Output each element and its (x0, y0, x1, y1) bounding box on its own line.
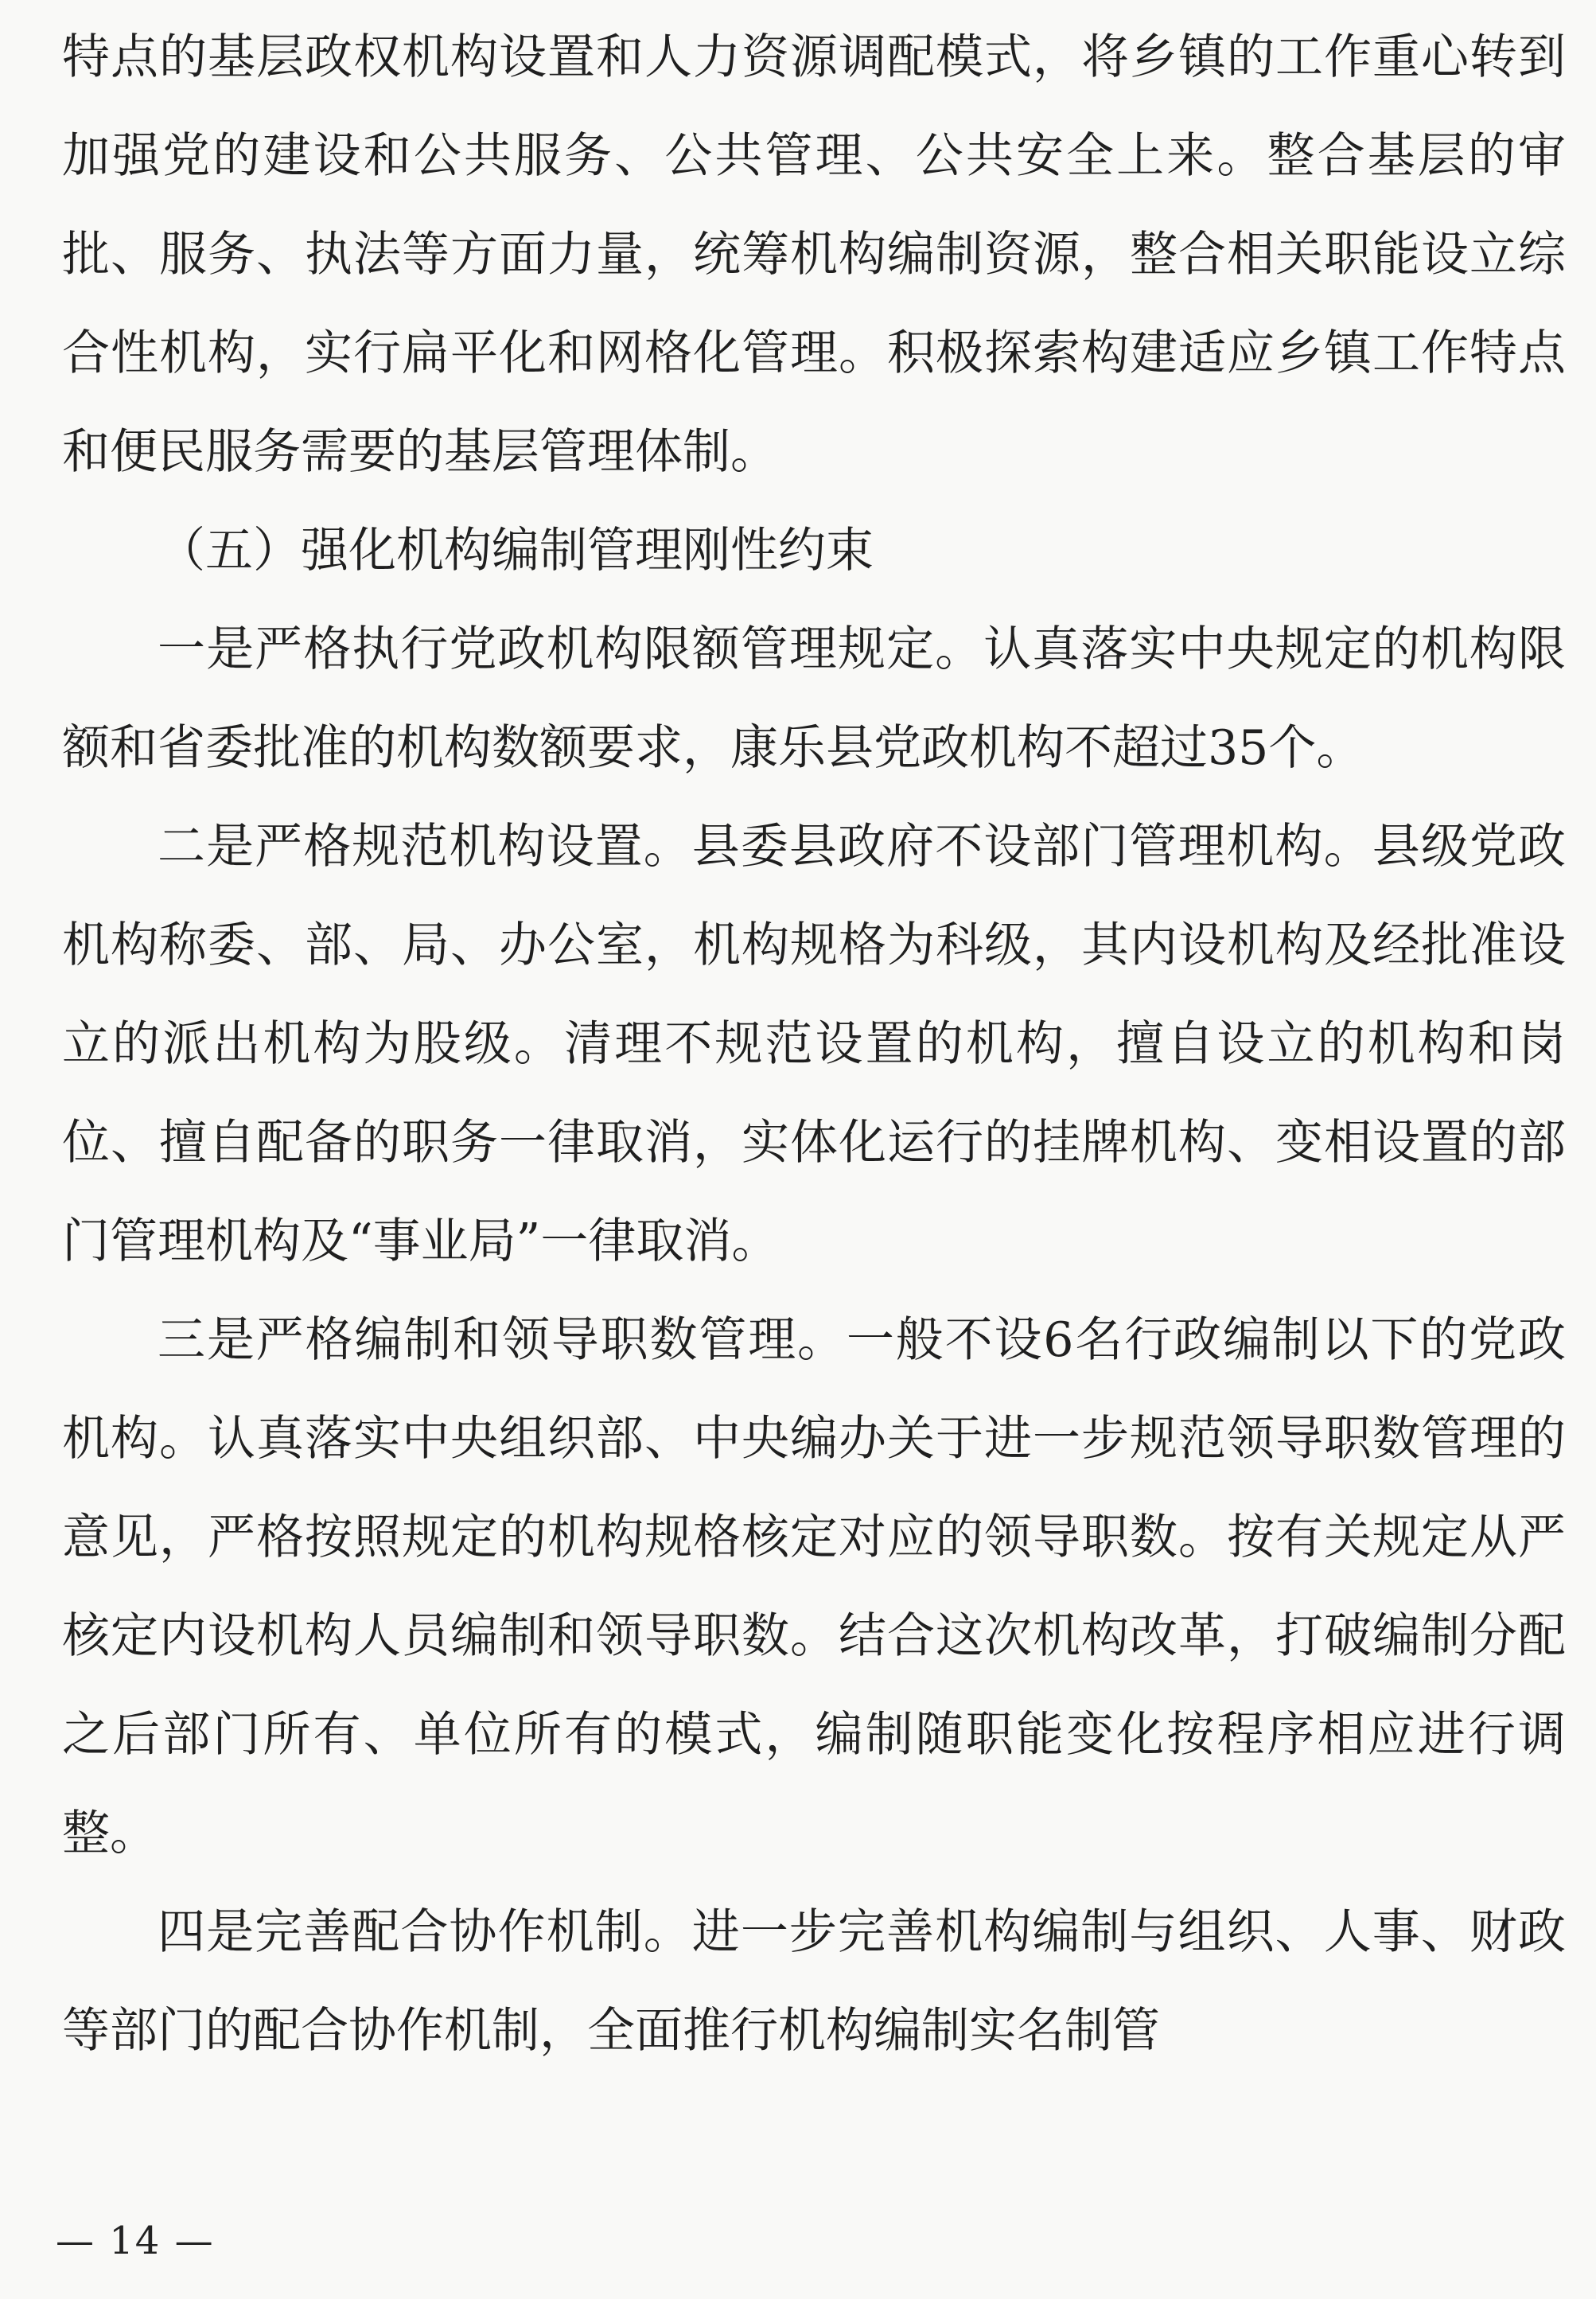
paragraph-4: 四是完善配合协作机制。进一步完善机构编制与组织、人事、财政等部门的配合协作机制，全面推行机构编制实名制管 (62, 1904, 1566, 2059)
paragraph-1: 一是严格执行党政机构限额管理规定。认真落实中央规定的机构限额和省委批准的机构数额要求，康乐县党政机构不超过35个。 (62, 622, 1566, 776)
paragraph-2: 二是严格规范机构设置。县委县政府不设部门管理机构。县级党政机构称委、部、局、办公室，机构规格为科级，其内设机构及经批准设立的派出机构为股级。清理不规范设置的机构，擅自设立的机构和岗位、擅自配备的职务一律取消，实体化运行的挂牌机构、变相设置的部门管理机构及“事业局”一律取消。 (62, 819, 1566, 1269)
page-number: — 14 — (56, 2219, 215, 2263)
paragraph-continuation: 特点的基层政权机构设置和人力资源调配模式，将乡镇的工作重心转到加强党的建设和公共服务、公共管理、公共安全上来。整合基层的审批、服务、执法等方面力量，统筹机构编制资源，整合相关职能设立综合性机构，实行扁平化和网格化管理。积极探索构建适应乡镇工作特点和便民服务需要的基层管理体制。 (62, 29, 1566, 480)
paragraph-3: 三是严格编制和领导职数管理。一般不设6名行政编制以下的党政机构。认真落实中央组织部、中央编办关于进一步规范领导职数管理的意见，严格按照规定的机构规格核定对应的领导职数。按有关规定从严核定内设机构人员编制和领导职数。结合这次机构改革，打破编制分配之后部门所有、单位所有的模式，编制随职能变化按程序相应进行调整。 (62, 1312, 1566, 1861)
document-body (62, 8, 1566, 2080)
section-heading: （五）强化机构编制管理刚性约束 (158, 523, 874, 579)
